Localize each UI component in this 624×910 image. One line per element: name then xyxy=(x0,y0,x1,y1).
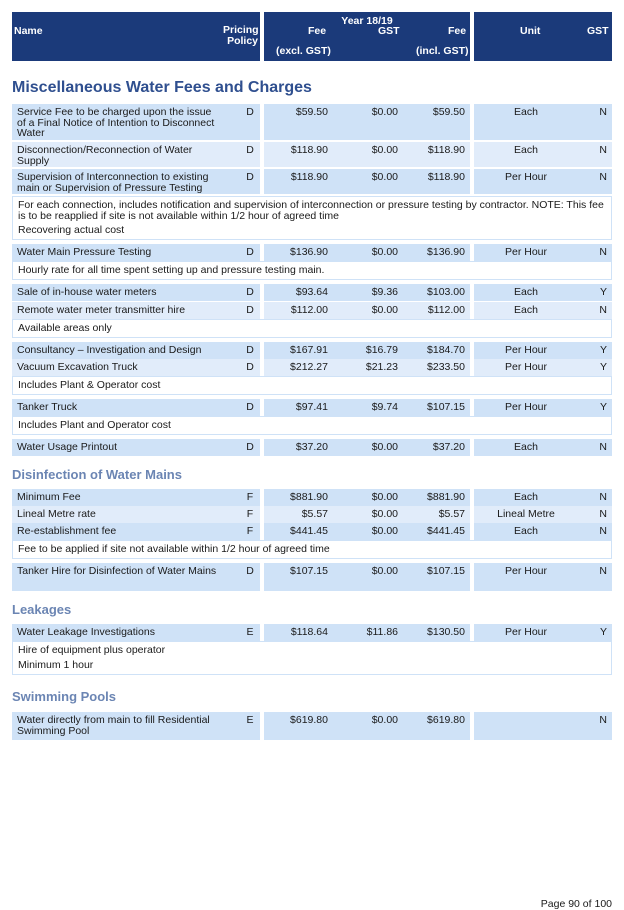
row-policy: D xyxy=(246,171,254,183)
header-incl: (incl. GST) xyxy=(416,45,469,57)
row-unit: Each xyxy=(514,491,538,503)
row-gst: $0.00 xyxy=(371,144,398,156)
row-gst-flag: Y xyxy=(599,361,607,373)
note-text: Includes Plant and Operator cost xyxy=(18,419,171,431)
note-text: Recovering actual cost xyxy=(18,224,125,236)
row-fee-incl: $130.50 xyxy=(427,626,465,638)
note-text: Fee to be applied if site not available within 1/2 hour of agreed time xyxy=(18,543,330,555)
row-fee: $136.90 xyxy=(290,246,328,258)
row-gst: $0.00 xyxy=(371,246,398,258)
row-unit: Each xyxy=(514,106,538,118)
row-policy: D xyxy=(246,286,254,298)
row-gst-flag: Y xyxy=(599,626,607,638)
row-gst-flag: N xyxy=(599,304,607,316)
note-tanker xyxy=(12,416,612,435)
row-fee-incl: $107.15 xyxy=(427,401,465,413)
row-gst-flag: N xyxy=(599,525,607,537)
row-policy: D xyxy=(246,401,254,413)
row-gst: $0.00 xyxy=(371,491,398,503)
row-fee-incl: $881.90 xyxy=(427,491,465,503)
header-unit-cell xyxy=(474,12,612,61)
row-unit: Lineal Metre xyxy=(497,508,555,520)
row-gst-flag: N xyxy=(599,441,607,453)
note-text: Minimum 1 hour xyxy=(18,659,94,671)
table-row xyxy=(12,342,612,359)
row-policy: D xyxy=(246,246,254,258)
row-fee-incl: $107.15 xyxy=(427,565,465,577)
section-title-disinfection: Disinfection of Water Mains xyxy=(12,467,182,482)
row-gst: $0.00 xyxy=(371,304,398,316)
row-unit: Each xyxy=(514,286,538,298)
row-unit: Each xyxy=(514,144,538,156)
row-name: Tanker Truck xyxy=(17,401,78,413)
row-fee: $37.20 xyxy=(295,441,328,453)
table-row xyxy=(12,489,612,506)
row-name: Consultancy – Investigation and Design xyxy=(17,344,202,356)
row-gst: $0.00 xyxy=(371,106,398,118)
row-policy: E xyxy=(246,626,254,638)
row-fee: $93.64 xyxy=(295,286,328,298)
row-name: Disconnection/Reconnection of Water Supply xyxy=(17,144,193,167)
row-gst-flag: N xyxy=(599,714,607,726)
note-text: Hourly rate for all time spent setting up and pressure testing main. xyxy=(18,264,325,276)
row-fee-incl: $118.90 xyxy=(427,171,465,183)
table-row xyxy=(12,439,612,456)
row-fee: $441.45 xyxy=(290,525,328,537)
row-fee-incl: $233.50 xyxy=(427,361,465,373)
table-row xyxy=(12,712,612,740)
row-policy: E xyxy=(246,714,254,726)
row-gst: $11.86 xyxy=(366,626,398,638)
row-policy: F xyxy=(246,508,254,520)
row-name: Minimum Fee xyxy=(17,491,81,503)
row-unit: Per Hour xyxy=(504,626,547,638)
row-gst: $0.00 xyxy=(371,171,398,183)
row-name: Sale of in-house water meters xyxy=(17,286,157,298)
row-gst-flag: N xyxy=(599,565,607,577)
header-fee-incl: Fee xyxy=(448,25,467,37)
row-fee: $167.91 xyxy=(290,344,328,356)
row-gst-flag: N xyxy=(599,144,607,156)
row-policy: D xyxy=(246,106,254,118)
row-unit: Each xyxy=(514,441,538,453)
row-gst-flag: Y xyxy=(599,401,607,413)
note-reestablishment xyxy=(12,540,612,559)
row-gst: $0.00 xyxy=(371,714,398,726)
header-fee: Fee xyxy=(308,25,327,37)
row-fee-incl: $37.20 xyxy=(432,441,465,453)
row-policy: D xyxy=(246,344,254,356)
row-unit: Each xyxy=(514,304,538,316)
row-fee-incl: $59.50 xyxy=(432,106,465,118)
row-fee-incl: $103.00 xyxy=(427,286,465,298)
table-row xyxy=(12,284,612,301)
row-policy: D xyxy=(246,565,254,577)
row-fee: $619.80 xyxy=(290,714,328,726)
header-year: Year 18/19 xyxy=(341,15,393,27)
table-row xyxy=(12,399,612,416)
row-gst: $9.74 xyxy=(371,401,398,413)
note-meters xyxy=(12,319,612,338)
row-unit: Per Hour xyxy=(504,344,547,356)
note-pressure-testing xyxy=(12,261,612,280)
note-text: Hire of equipment plus operator xyxy=(18,644,166,656)
row-policy: D xyxy=(246,361,254,373)
header-gst: GST xyxy=(378,25,400,37)
header-excl: (excl. GST) xyxy=(276,45,331,57)
row-unit: Per Hour xyxy=(504,171,547,183)
row-fee: $59.50 xyxy=(295,106,328,118)
note-text: Available areas only xyxy=(18,322,112,334)
table-row xyxy=(12,302,612,319)
row-fee: $118.64 xyxy=(290,626,328,638)
section-title-leakages: Leakages xyxy=(12,602,72,617)
row-unit: Per Hour xyxy=(504,565,547,577)
section-title-misc: Miscellaneous Water Fees and Charges xyxy=(12,79,312,96)
note-leakage xyxy=(12,641,612,675)
header-unit: Unit xyxy=(520,25,541,37)
section-title-pools: Swimming Pools xyxy=(12,689,117,704)
header-fee-cell xyxy=(264,12,470,61)
row-fee-incl: $619.80 xyxy=(427,714,465,726)
table-row xyxy=(12,142,612,167)
row-fee-incl: $441.45 xyxy=(427,525,465,537)
row-policy: F xyxy=(246,525,254,537)
row-gst: $16.79 xyxy=(365,344,398,356)
table-row xyxy=(12,624,612,641)
row-fee: $97.41 xyxy=(295,401,328,413)
row-fee-incl: $184.70 xyxy=(427,344,465,356)
row-fee-incl: $118.90 xyxy=(427,144,465,156)
row-gst-flag: Y xyxy=(599,344,607,356)
row-name: Lineal Metre rate xyxy=(17,508,96,520)
row-fee: $118.90 xyxy=(290,144,328,156)
row-gst: $0.00 xyxy=(371,508,398,520)
table-row xyxy=(12,523,612,540)
row-unit: Per Hour xyxy=(504,401,547,413)
header-name: Name xyxy=(14,25,43,37)
note-text: For each connection, includes notification and supervision of interconnection or pressure testing by contractor. NOTE: This fee is to be reapplied if site is not available within 1/2 hour of agreed time xyxy=(18,199,604,222)
row-gst: $0.00 xyxy=(371,525,398,537)
row-fee-incl: $136.90 xyxy=(427,246,465,258)
row-fee: $881.90 xyxy=(290,491,328,503)
row-name: Supervision of Interconnection to existing main or Supervision of Pressure Testing xyxy=(17,171,209,194)
row-gst-flag: N xyxy=(599,508,607,520)
header-pricing: Pricing Policy xyxy=(223,24,259,47)
row-name: Water Usage Printout xyxy=(17,441,117,453)
row-fee: $118.90 xyxy=(290,171,328,183)
row-policy: F xyxy=(246,491,254,503)
row-policy: D xyxy=(246,144,254,156)
row-name: Remote water meter transmitter hire xyxy=(17,304,186,316)
table-row xyxy=(12,169,612,194)
row-gst-flag: N xyxy=(599,491,607,503)
header-name-cell xyxy=(12,12,260,61)
table-row xyxy=(12,506,612,523)
row-gst-flag: Y xyxy=(599,286,607,298)
row-gst-flag: N xyxy=(599,106,607,118)
row-gst: $0.00 xyxy=(371,441,398,453)
row-name: Vacuum Excavation Truck xyxy=(17,361,138,373)
row-fee-incl: $5.57 xyxy=(438,508,465,520)
row-name: Service Fee to be charged upon the issue of a Final Notice of Intention to Disconnect Water xyxy=(17,106,215,139)
table-row xyxy=(12,359,612,376)
row-fee: $107.15 xyxy=(290,565,328,577)
row-gst: $0.00 xyxy=(371,565,398,577)
note-text: Includes Plant & Operator cost xyxy=(18,379,161,391)
page-number: Page 90 of 100 xyxy=(540,898,612,910)
row-unit: Each xyxy=(514,525,538,537)
row-policy: D xyxy=(246,441,254,453)
note-interconnection xyxy=(12,196,612,240)
row-name: Water directly from main to fill Residential Swimming Pool xyxy=(17,714,210,737)
row-fee-incl: $112.00 xyxy=(427,304,465,316)
row-gst: $9.36 xyxy=(371,286,398,298)
row-policy: D xyxy=(246,304,254,316)
row-name: Water Leakage Investigations xyxy=(17,626,155,638)
row-unit: Per Hour xyxy=(504,361,547,373)
header-gst-flag: GST xyxy=(587,25,609,37)
row-gst: $21.23 xyxy=(365,361,398,373)
row-fee: $112.00 xyxy=(290,304,328,316)
row-name: Tanker Hire for Disinfection of Water Mains xyxy=(17,565,217,577)
row-unit: Per Hour xyxy=(504,246,547,258)
row-name: Re-establishment fee xyxy=(17,525,117,537)
row-fee: $212.27 xyxy=(290,361,328,373)
row-fee: $5.57 xyxy=(301,508,328,520)
table-row xyxy=(12,563,612,591)
row-gst-flag: N xyxy=(599,171,607,183)
table-row xyxy=(12,104,612,140)
table-row xyxy=(12,244,612,261)
row-name: Water Main Pressure Testing xyxy=(17,246,152,258)
note-vacuum xyxy=(12,376,612,395)
row-gst-flag: N xyxy=(599,246,607,258)
